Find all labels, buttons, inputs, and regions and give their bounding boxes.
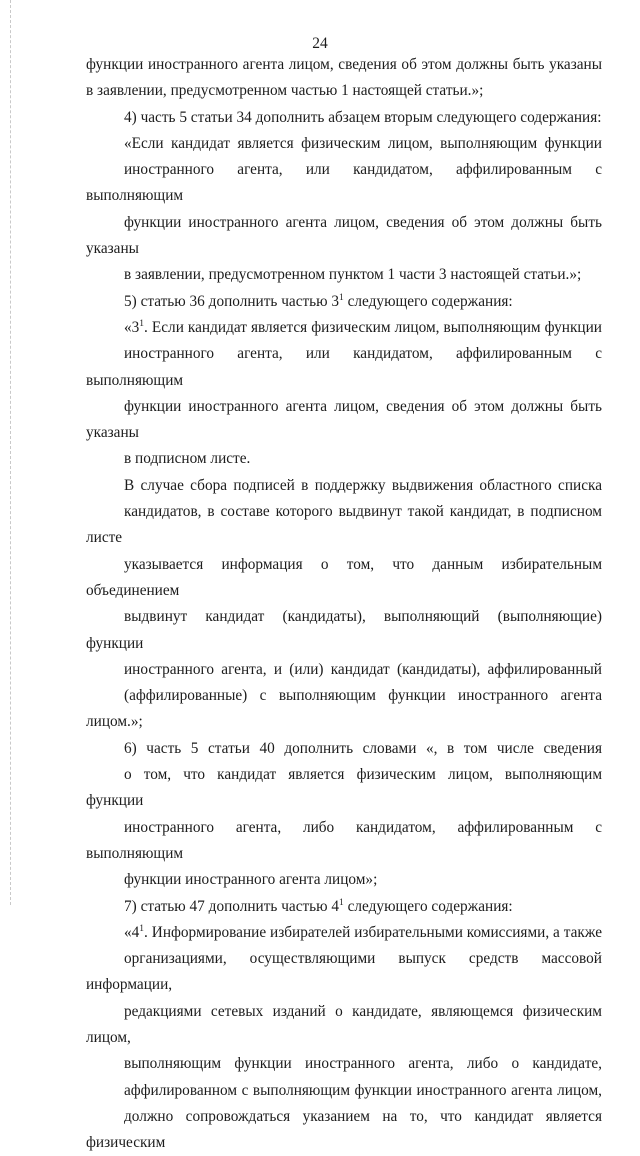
text-line: организациями, осуществляющими выпуск средств массовой информации, (86, 950, 602, 994)
paragraph (86, 52, 602, 105)
text-line: 7) статью 47 дополнить частью $4^1$ следующего содержания: (124, 897, 513, 915)
text-line: В случае сбора подписей в поддержку выдвижения областного списка (124, 476, 602, 494)
paragraph (86, 473, 602, 736)
scan-edge-mark (10, 0, 11, 905)
text-line: (аффилированные) с выполняющим функции иностранного агента лицом.»; (86, 687, 602, 731)
text-line: иностранного агента, либо кандидатом, аффилированным с выполняющим (86, 818, 602, 862)
text-line: в заявлении, предусмотренном пунктом 1 части 3 настоящей статьи.»; (124, 266, 582, 284)
text-line: должно сопровождаться указанием на то, что кандидат является физическим (86, 1107, 602, 1152)
paragraph (86, 131, 602, 289)
text-line: указывается информация о том, что данным избирательным объединением (86, 555, 602, 599)
text-line: «$3^1$. Если кандидат является физическим лицом, выполняющим функции (124, 318, 602, 336)
text-line: в заявлении, предусмотренном частью 1 настоящей статьи.»; (86, 82, 484, 100)
page-number: 24 (312, 35, 328, 52)
text-line: выдвинут кандидат (кандидаты), выполняющий (выполняющие) функции (86, 608, 602, 652)
text-line: иностранного агента, и (или) кандидат (кандидаты), аффилированный (124, 660, 602, 678)
text-line: аффилированном с выполняющим функции иностранного агента лицом, (124, 1081, 602, 1099)
paragraph (86, 920, 602, 1156)
paragraph (86, 315, 602, 473)
text-line: 5) статью 36 дополнить частью $3^1$ следующего содержания: (124, 292, 513, 310)
document-body (86, 52, 602, 1156)
text-line: функции иностранного агента лицом, сведения об этом должны быть указаны (86, 56, 602, 73)
text-line: «Если кандидат является физическим лицом, выполняющим функции (124, 134, 602, 152)
paragraph (86, 105, 602, 131)
text-line: выполняющим функции иностранного агента, либо о кандидате, (124, 1055, 602, 1073)
text-line: функции иностранного агента лицом»; (124, 871, 378, 889)
paragraph (86, 894, 602, 920)
text-line: в подписном листе. (124, 450, 251, 468)
text-line: «$4^1$. Информирование избирателей избирательными комиссиями, а также (124, 923, 602, 941)
paragraph (86, 289, 602, 315)
text-line: иностранного агента, или кандидатом, аффилированным с выполняющим (86, 161, 602, 205)
paragraph (86, 736, 602, 894)
text-line: функции иностранного агента лицом, сведения об этом должны быть указаны (86, 213, 602, 258)
text-line: о том, что кандидат является физическим лицом, выполняющим функции (86, 766, 602, 810)
text-line: 4) часть 5 статьи 34 дополнить абзацем вторым следующего содержания: (124, 108, 602, 126)
text-line: редакциями сетевых изданий о кандидате, являющемся физическим лицом, (86, 1002, 602, 1046)
text-line: кандидатов, в составе которого выдвинут такой кандидат, в подписном листе (86, 503, 602, 547)
text-line: функции иностранного агента лицом, сведения об этом должны быть указаны (86, 397, 602, 442)
text-line: иностранного агента, или кандидатом, аффилированным с выполняющим (86, 345, 602, 389)
text-line: 6) часть 5 статьи 40 дополнить словами «, в том числе сведения (124, 739, 602, 757)
